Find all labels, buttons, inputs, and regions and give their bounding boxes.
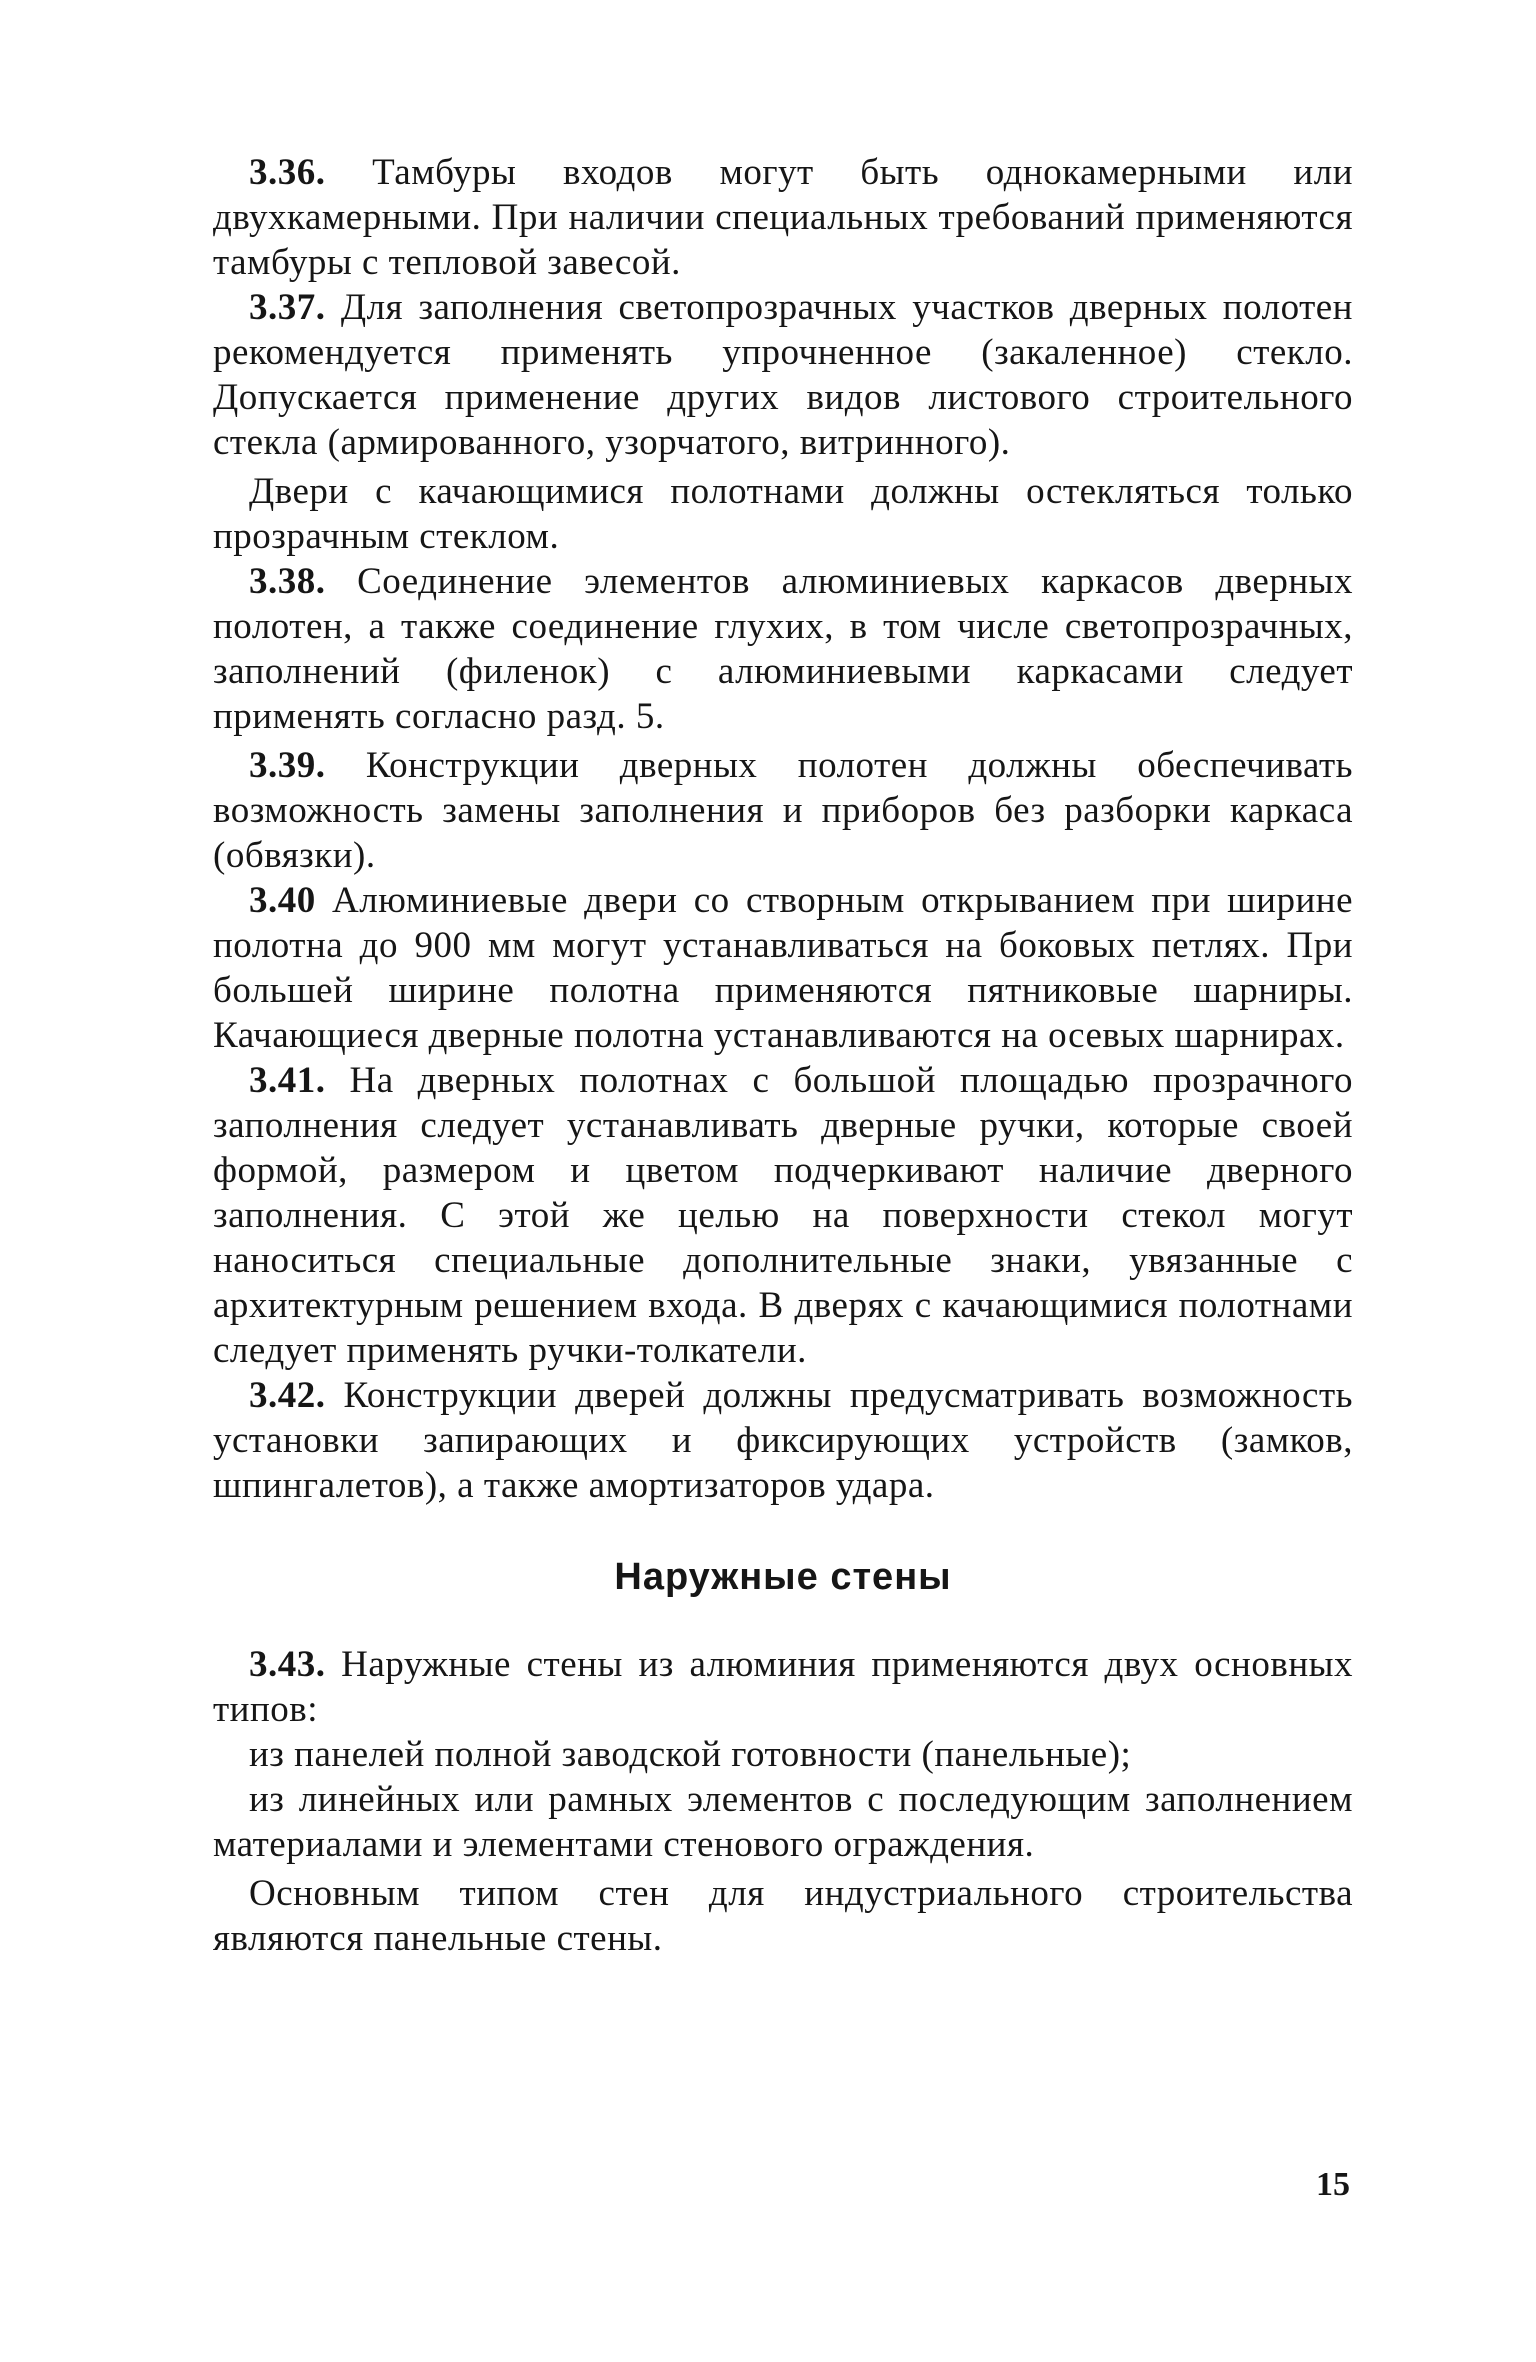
paragraph-3-42 (213, 1373, 1353, 1508)
paragraph-text: Основным типом стен для индустриального строительства являются панельные стены. (213, 1873, 1353, 1959)
paragraph-3-43 (213, 1642, 1353, 1732)
paragraph-text: Соединение элементов алюминиевых каркасов дверных полотен, а также соединение глухих, в том числе светопрозрачных, заполнений (филенок) с алюминиевыми каркасами следует применять согласно разд. 5. (213, 561, 1353, 737)
paragraph-text: Для заполнения светопрозрачных участков дверных полотен рекомендуется применять упрочненное (закаленное) стекло. Допускается применение других видов листового строительного стекла (армированного, узорчатого, витринного). (213, 287, 1353, 463)
paragraph-text: Конструкции дверей должны предусматривать возможность установки запирающих и фиксирующих устройств (замков, шпингалетов), а также амортизаторов удара. (213, 1375, 1353, 1506)
paragraph-text: из панелей полной заводской готовности (панельные); (249, 1734, 1132, 1775)
paragraph-text: На дверных полотнах с большой площадью прозрачного заполнения следует устанавливать дверные ручки, которые своей формой, размером и цветом подчеркивают наличие дверного заполнения. С этой же целью на поверхности стекол могут наноситься специальные дополнительные знаки, увязанные с архитектурным решением входа. В дверях с качающимися полотнами следует применять ручки-толкатели. (213, 1060, 1353, 1371)
paragraph-main-type (213, 1871, 1353, 1961)
clause-number: 3.40 (249, 880, 316, 921)
paragraph-3-36 (213, 150, 1353, 285)
document-body (213, 150, 1353, 1961)
paragraph-text: Наружные стены из алюминия применяются двух основных типов: (213, 1644, 1353, 1730)
clause-number: 3.37. (249, 287, 326, 328)
paragraph-text: Алюминиевые двери со створным открыванием при ширине полотна до 900 мм могут устанавливаться на боковых петлях. При большей ширине полотна применяются пятниковые шарниры. Качающиеся дверные полотна устанавливаются на осевых шарнирах. (213, 880, 1353, 1056)
paragraph-3-38 (213, 559, 1353, 739)
clause-number: 3.41. (249, 1060, 326, 1101)
clause-number: 3.38. (249, 561, 326, 602)
paragraph-3-39 (213, 743, 1353, 878)
list-item-panel (213, 1732, 1353, 1777)
paragraph-text: из линейных или рамных элементов с последующим заполнением материалами и элементами стенового ограждения. (213, 1779, 1353, 1865)
paragraph-3-41 (213, 1058, 1353, 1373)
clause-number: 3.42. (249, 1375, 326, 1416)
section-heading: Наружные стены (614, 1556, 952, 1598)
paragraph-text: Тамбуры входов могут быть однокамерными или двухкамерными. При наличии специальных требований применяются тамбуры с тепловой завесой. (213, 152, 1353, 283)
clause-number: 3.39. (249, 745, 326, 786)
paragraph-3-40 (213, 878, 1353, 1058)
paragraph-glazing-note (213, 469, 1353, 559)
page-number: 15 (1316, 2166, 1350, 2203)
paragraph-text: Двери с качающимися полотнами должны остекляться только прозрачным стеклом. (213, 471, 1353, 557)
clause-number: 3.36. (249, 152, 326, 193)
clause-number: 3.43. (249, 1644, 326, 1685)
paragraph-text: Конструкции дверных полотен должны обеспечивать возможность замены заполнения и приборов без разборки каркаса (обвязки). (213, 745, 1353, 876)
paragraph-3-37 (213, 285, 1353, 465)
list-item-frame (213, 1777, 1353, 1867)
